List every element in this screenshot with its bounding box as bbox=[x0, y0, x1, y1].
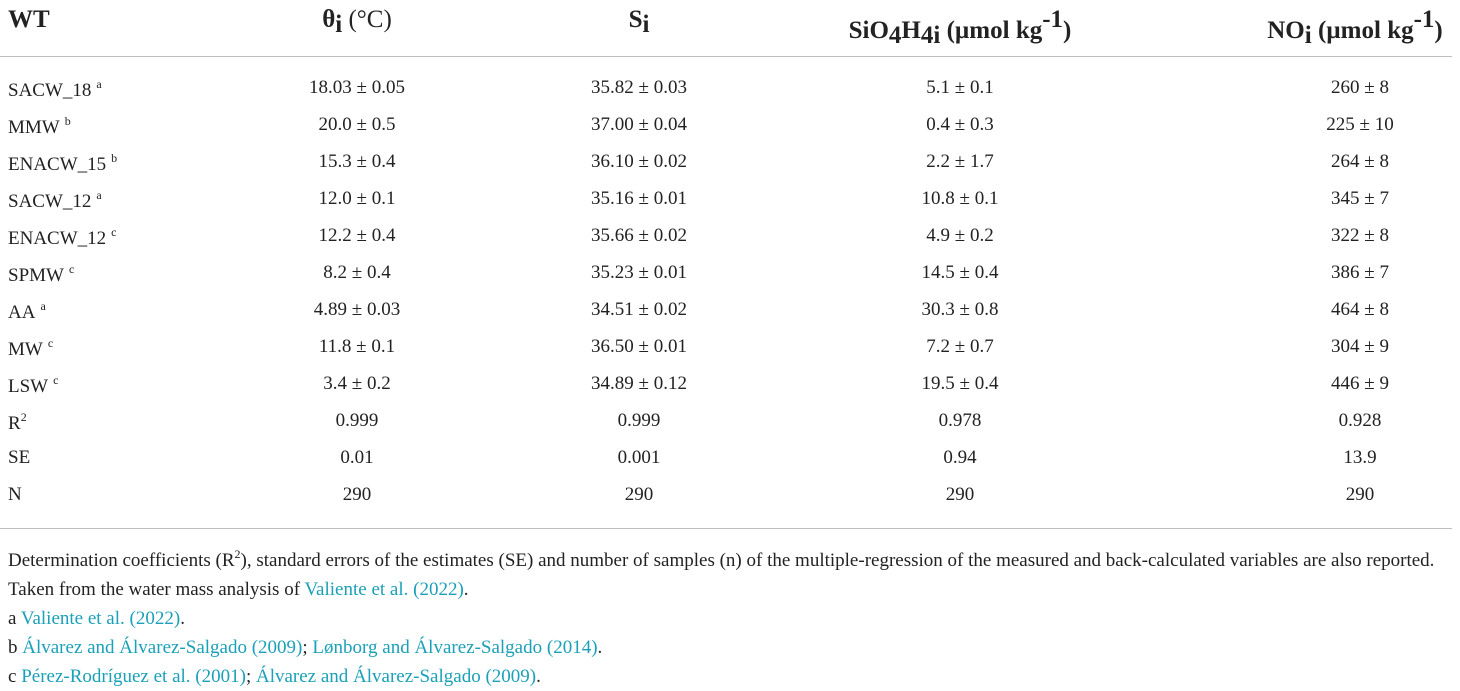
cell-nitrate: 304 ± 9 bbox=[1331, 336, 1389, 357]
link-valiente-2022-a[interactable]: Valiente et al. (2022) bbox=[20, 608, 181, 629]
cell-silicate: 0.4 ± 0.3 bbox=[926, 114, 994, 135]
header-salinity: Si bbox=[628, 6, 650, 38]
cell-water-type: SACW_12 $^a$ bbox=[8, 188, 102, 212]
table-row bbox=[0, 255, 1460, 292]
cell-footnote-marker: b bbox=[64, 114, 71, 128]
cell-salinity: 35.82 ± 0.03 bbox=[591, 77, 687, 98]
cell-theta: 11.8 ± 0.1 bbox=[318, 336, 396, 357]
cell-water-type: ENACW_12 $^c$ bbox=[8, 225, 117, 249]
table-notes bbox=[8, 540, 1458, 691]
cell-salinity: 290 bbox=[624, 484, 654, 505]
link-alvarez-2009-c[interactable]: Álvarez and Álvarez-Salgado (2009) bbox=[255, 666, 537, 687]
cell-silicate: 0.94 bbox=[943, 447, 977, 468]
cell-footnote-marker: a bbox=[40, 299, 46, 313]
cell-nitrate: 464 ± 8 bbox=[1331, 299, 1389, 320]
cell-silicate: 19.5 ± 0.4 bbox=[921, 373, 999, 394]
cell-silicate: 4.9 ± 0.2 bbox=[926, 225, 994, 246]
link-valiente-2022[interactable]: Valiente et al. (2022) bbox=[304, 579, 464, 600]
header-no: NOi (µmol kg-1) bbox=[1267, 6, 1443, 49]
header-theta: θi (°C) bbox=[322, 6, 392, 38]
note-source: Taken from the water mass analysis of Valiente et al. (2022). bbox=[8, 579, 469, 600]
cell-salinity: 35.16 ± 0.01 bbox=[591, 188, 687, 209]
cell-silicate: 290 bbox=[945, 484, 975, 505]
cell-theta: 290 bbox=[342, 484, 372, 505]
cell-footnote-marker: c bbox=[47, 336, 54, 350]
cell-nitrate: 225 ± 10 bbox=[1326, 114, 1394, 135]
table-row bbox=[0, 292, 1460, 329]
cell-silicate: 10.8 ± 0.1 bbox=[921, 188, 999, 209]
cell-theta: 20.0 ± 0.5 bbox=[318, 114, 396, 135]
cell-nitrate: 345 ± 7 bbox=[1331, 188, 1389, 209]
cell-nitrate: 322 ± 8 bbox=[1331, 225, 1389, 246]
cell-nitrate: 0.928 bbox=[1338, 410, 1382, 431]
cell-theta: 3.4 ± 0.2 bbox=[323, 373, 391, 394]
bottom-rule bbox=[0, 528, 1452, 529]
footnote-c: c Pérez-Rodríguez et al. (2001); Álvarez and Álvarez-Salgado (2009). bbox=[8, 666, 541, 687]
cell-salinity: 37.00 ± 0.04 bbox=[591, 114, 687, 135]
cell-theta: 18.03 ± 0.05 bbox=[309, 77, 405, 98]
cell-nitrate: 13.9 bbox=[1343, 447, 1377, 468]
cell-silicate: 2.2 ± 1.7 bbox=[926, 151, 994, 172]
table-row bbox=[0, 477, 1460, 514]
cell-footnote-marker: b bbox=[111, 151, 118, 165]
cell-theta: 12.0 ± 0.1 bbox=[318, 188, 396, 209]
cell-nitrate: 290 bbox=[1345, 484, 1375, 505]
cell-water-type: SE bbox=[8, 447, 31, 468]
cell-nitrate: 386 ± 7 bbox=[1331, 262, 1389, 283]
header-wt: WT bbox=[8, 6, 50, 33]
cell-silicate: 14.5 ± 0.4 bbox=[921, 262, 999, 283]
cell-water-type: MW $^c$ bbox=[8, 336, 54, 360]
table-row bbox=[0, 440, 1460, 477]
cell-water-type: N bbox=[8, 484, 22, 505]
cell-theta: 0.01 bbox=[340, 447, 374, 468]
table-row bbox=[0, 70, 1460, 107]
cell-water-type: SPMW $^c$ bbox=[8, 262, 75, 286]
cell-water-type: SACW_18 $^a$ bbox=[8, 77, 102, 101]
cell-footnote-marker: a bbox=[96, 188, 102, 202]
cell-silicate: 5.1 ± 0.1 bbox=[926, 77, 994, 98]
footnote-b: b Álvarez and Álvarez-Salgado (2009); Lønborg and Álvarez-Salgado (2014). bbox=[8, 637, 603, 658]
cell-salinity: 34.89 ± 0.12 bbox=[591, 373, 687, 394]
cell-salinity: 34.51 ± 0.02 bbox=[591, 299, 687, 320]
cell-salinity: 36.10 ± 0.02 bbox=[591, 151, 687, 172]
cell-salinity: 35.23 ± 0.01 bbox=[591, 262, 687, 283]
cell-nitrate: 446 ± 9 bbox=[1331, 373, 1389, 394]
cell-silicate: 0.978 bbox=[938, 410, 982, 431]
table-row bbox=[0, 181, 1460, 218]
link-lonborg-2014[interactable]: Lønborg and Álvarez-Salgado (2014) bbox=[312, 637, 598, 658]
table-row bbox=[0, 107, 1460, 144]
cell-footnote-marker: c bbox=[53, 373, 59, 387]
link-alvarez-2009-b[interactable]: Álvarez and Álvarez-Salgado (2009) bbox=[22, 637, 303, 658]
cell-water-type: $R^2$ bbox=[8, 410, 27, 434]
cell-nitrate: 260 ± 8 bbox=[1331, 77, 1389, 98]
cell-nitrate: 264 ± 8 bbox=[1331, 151, 1389, 172]
table-row bbox=[0, 366, 1460, 403]
cell-footnote-marker: a bbox=[96, 77, 102, 91]
link-perez-rodriguez-2001[interactable]: Pérez-Rodríguez et al. (2001) bbox=[21, 666, 246, 687]
table-header bbox=[0, 0, 1460, 56]
cell-footnote-marker: c bbox=[68, 262, 75, 276]
cell-theta: 15.3 ± 0.4 bbox=[318, 151, 396, 172]
cell-salinity: 0.001 bbox=[617, 447, 661, 468]
cell-water-type: AA $^a$ bbox=[8, 299, 46, 323]
header-silicate: SiO4H4i (µmol kg-1) bbox=[848, 6, 1072, 49]
header-rule bbox=[0, 56, 1452, 57]
cell-footnote-marker: 2 bbox=[20, 410, 27, 424]
cell-water-type: LSW $^c$ bbox=[8, 373, 59, 397]
cell-salinity: 36.50 ± 0.01 bbox=[591, 336, 687, 357]
cell-salinity: 0.999 bbox=[617, 410, 661, 431]
cell-water-type: ENACW_15 $^b$ bbox=[8, 151, 118, 175]
cell-theta: 12.2 ± 0.4 bbox=[318, 225, 396, 246]
cell-footnote-marker: c bbox=[111, 225, 117, 239]
cell-theta: 4.89 ± 0.03 bbox=[313, 299, 401, 320]
note-determination: Determination coefficients $(R^2)$, standard errors of the estimates (SE) and number of samples (n) of the multiple-regression of the measured and back-calculated variables are also reported. bbox=[8, 547, 1435, 571]
table-row bbox=[0, 403, 1460, 440]
table-row bbox=[0, 329, 1460, 366]
cell-water-type: MMW $^b$ bbox=[8, 114, 71, 138]
table-row bbox=[0, 218, 1460, 255]
cell-theta: 8.2 ± 0.4 bbox=[323, 262, 391, 283]
cell-silicate: 7.2 ± 0.7 bbox=[926, 336, 994, 357]
footnote-a: a Valiente et al. (2022). bbox=[8, 608, 185, 629]
cell-salinity: 35.66 ± 0.02 bbox=[591, 225, 687, 246]
cell-theta: 0.999 bbox=[335, 410, 379, 431]
cell-silicate: 30.3 ± 0.8 bbox=[921, 299, 999, 320]
table-row bbox=[0, 144, 1460, 181]
